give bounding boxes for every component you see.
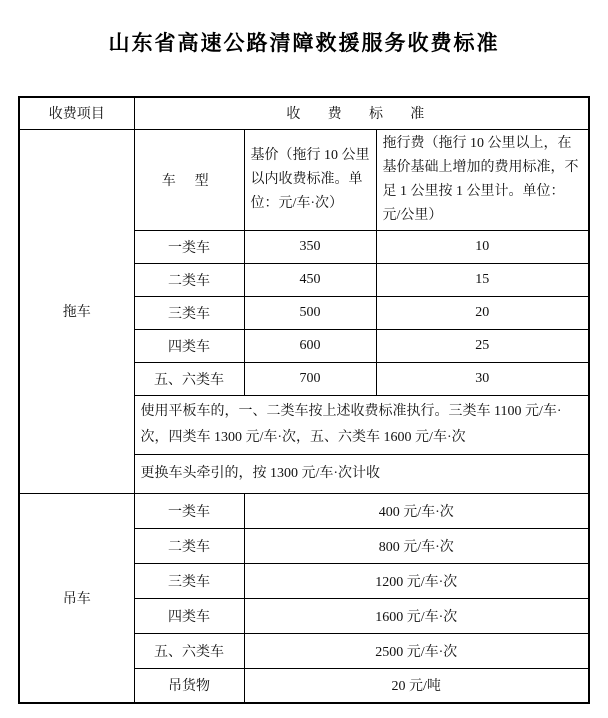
tow-fee-cell: 10 [376, 230, 589, 263]
vehicle-type-cell: 五、六类车 [134, 633, 244, 668]
crane-fee-cell: 1200 元/车·次 [244, 563, 589, 598]
header-fee-standard: 收 费 标 准 [134, 97, 589, 129]
vehicle-type-cell: 一类车 [134, 230, 244, 263]
page-title: 山东省高速公路清障救援服务收费标准 [108, 31, 500, 55]
tow-fee-cell: 30 [376, 362, 589, 395]
header-fee-item: 收费项目 [19, 97, 134, 129]
fee-standard-table [18, 96, 590, 704]
crane-section-label: 吊车 [19, 493, 134, 703]
crane-fee-cell: 400 元/车·次 [244, 493, 589, 528]
vehicle-type-cell: 二类车 [134, 528, 244, 563]
vehicle-type-cell: 四类车 [134, 329, 244, 362]
crane-fee-cell: 800 元/车·次 [244, 528, 589, 563]
vehicle-type-cell: 四类车 [134, 598, 244, 633]
tractor-head-note: 更换车头牵引的，按 1300 元/车·次计收 [134, 454, 589, 493]
crane-fee-cell: 1600 元/车·次 [244, 598, 589, 633]
base-price-cell: 450 [244, 263, 376, 296]
vehicle-type-cell: 一类车 [134, 493, 244, 528]
flatbed-note: 使用平板车的，一、二类车按上述收费标准执行。三类车 1100 元/车·次，四类车 1300 元/车·次，五、六类车 1600 元/车·次 [134, 395, 589, 454]
vehicle-type-cell: 吊货物 [134, 668, 244, 703]
tow-fee-cell: 25 [376, 329, 589, 362]
base-price-cell: 500 [244, 296, 376, 329]
crane-fee-cell: 20 元/吨 [244, 668, 589, 703]
vehicle-type-cell: 三类车 [134, 296, 244, 329]
vehicle-type-cell: 三类车 [134, 563, 244, 598]
tow-fee-cell: 20 [376, 296, 589, 329]
subheader-base-price: 基价（拖行 10 公里以内收费标准。单位：元/车·次） [244, 129, 376, 230]
tow-fee-cell: 15 [376, 263, 589, 296]
base-price-cell: 600 [244, 329, 376, 362]
crane-fee-cell: 2500 元/车·次 [244, 633, 589, 668]
base-price-cell: 350 [244, 230, 376, 263]
subheader-tow-fee: 拖行费（拖行 10 公里以上，在基价基础上增加的费用标准，不足 1 公里按 1 公里计。单位：元/公里） [376, 129, 589, 230]
towing-subheader-row [19, 129, 589, 230]
vehicle-type-cell: 五、六类车 [134, 362, 244, 395]
table-row [19, 493, 589, 528]
table-header-row [19, 97, 589, 129]
vehicle-type-cell: 二类车 [134, 263, 244, 296]
towing-section-label: 拖车 [19, 129, 134, 493]
subheader-vehicle-type: 车 型 [134, 129, 244, 230]
base-price-cell: 700 [244, 362, 376, 395]
